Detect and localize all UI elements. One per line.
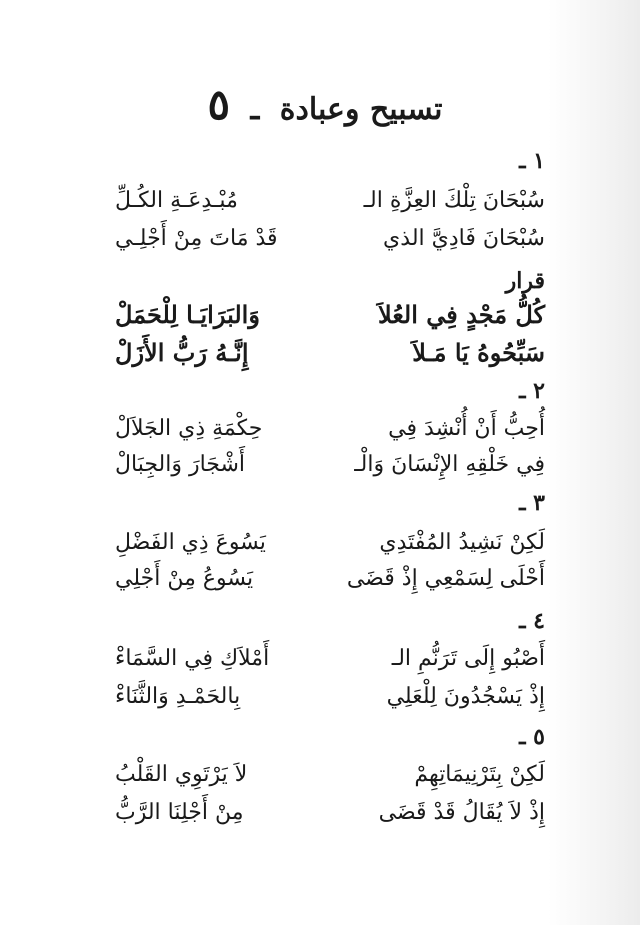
title-text: تسبيح وعبادة [279, 92, 443, 127]
stanza-marker-2: ٢ ـ [519, 378, 545, 404]
verse-first-half: إِذْ لاَ يُقَالُ قَدْ قَضَى [378, 800, 545, 825]
verse-second-half: بِالحَمْـدِ وَالثَّنَاءْ [115, 684, 241, 709]
verse-second-half: أَشْجَارَ وَالجِبَالْ [115, 452, 246, 477]
stanza-marker-4: ٤ ـ [519, 608, 545, 634]
verse-second-half: مِنْ أَجْلِنَا الرَّبُّ [115, 800, 244, 825]
verse-second-half: قَدْ مَاتَ مِنْ أَجْلِـي [115, 226, 278, 251]
verse-second-half: يَسُوعُ مِنْ أَجْلِي [115, 566, 254, 591]
title-number: ٥ [207, 80, 231, 129]
verse-second-half: يَسُوعَ ذِي الفَضْلِ [115, 530, 266, 555]
verse-first-half: سُبْحَانَ فَادِيَّ الذي [383, 226, 545, 251]
verse-first-half: فِي خَلْقِهِ الإِنْسَانَ وَالْـ [354, 452, 545, 477]
verse-second-half: إِنَّـهُ رَبُّ الأَزَلْ [115, 338, 249, 367]
stanza-marker-5: ٥ ـ [519, 724, 545, 750]
verse-second-half: لاَ يَرْتَوِي القَلْبُ [115, 762, 248, 787]
page-title [0, 80, 640, 129]
stanza-marker-1: ١ ـ [519, 148, 545, 174]
verse-first-half: لَكِنْ نَشِيدُ المُفْتَدِي [379, 530, 545, 555]
page-edge-shadow [548, 0, 640, 925]
verse-second-half: حِكْمَةِ ذِي الجَلاَلْ [115, 416, 263, 441]
verse-first-half: أُحِبُّ أَنْ أُنْشِدَ فِي [388, 416, 545, 441]
verse-first-half: كُلُّ مَجْدٍ فِي العُلاَ [378, 300, 545, 329]
verse-first-half: أَصْبُو إِلَى تَرَنُّمِ الـ [391, 646, 545, 671]
verse-first-half: إِذْ يَسْجُدُونَ لِلْعَلِي [386, 684, 545, 709]
verse-first-half: أَحْلَى لِسَمْعِي إِذْ قَضَى [346, 566, 545, 591]
verse-first-half: سُبْحَانَ تِلْكَ العِزَّةِ الـ [363, 188, 545, 213]
verse-first-half: سَبِّحُوهُ يَا مَـلاَ [412, 338, 545, 367]
title-dash: ـ [250, 92, 260, 127]
stanza-marker-3: ٣ ـ [519, 490, 545, 516]
refrain-marker: قرار [505, 268, 545, 294]
verse-first-half: لَكِنْ بِتَرْنِيمَاتِهِمْ [414, 762, 545, 787]
verse-second-half: وَالبَرَايَـا لِلْحَمَلْ [115, 300, 260, 329]
verse-second-half: أَمْلاَكِ فِي السَّمَاءْ [115, 646, 270, 671]
verse-second-half: مُبْـدِعَـةِ الكُـلِّ [115, 188, 238, 213]
